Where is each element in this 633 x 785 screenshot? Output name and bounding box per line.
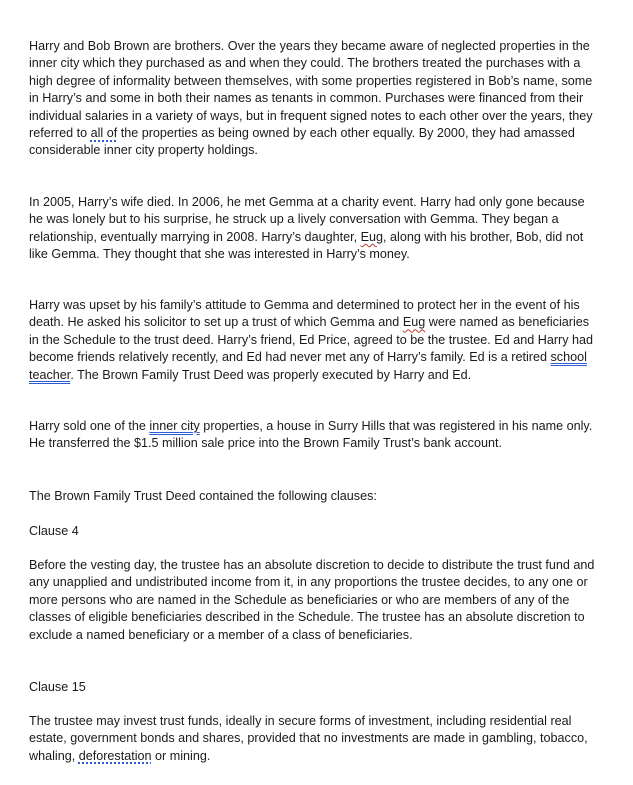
spelling-flag[interactable]: Eug <box>360 229 384 244</box>
paragraph-1: Harry and Bob Brown are brothers. Over the years they became aware of neglected properties in the inner city which they purchased as and when they could. The brothers treated the purchases with a high degree of informality between themselves, with some properties registered in Bob’s name, some in Harry’s and some in both their names as tenants in common. Purchases were financed from their individual salaries in a variety of ways, but in frequent signed notes to each other over the years, they referred to all of the properties as being owned by each other equally. By 2000, they had amassed considerable inner city property holdings. <box>29 39 593 158</box>
clause-4-heading: Clause 4 <box>29 524 79 538</box>
spelling-flag[interactable]: Eug <box>402 315 426 330</box>
paragraph-4: Harry sold one of the inner city properties, a house in Surry Hills that was registered in his name only. He transferred the $1.5 million sale price into the Brown Family Trust’s bank account. <box>29 419 593 451</box>
clause-15-heading: Clause 15 <box>29 680 86 694</box>
clause-4-text: Before the vesting day, the trustee has an absolute discretion to decide to distribute the trust fund and any unapplied and undistributed income from it, in any proportions the trustee decides, to any one or more persons who are named in the Schedule as beneficiaries or who are members of any of the classes of eligible beneficiaries described in the Schedule. The trustee has an absolute discretion to exclude a named beneficiary or a member of a class of beneficiaries. <box>29 558 595 642</box>
clause-15-text: The trustee may invest trust funds, ideally in secure forms of investment, including residential real estate, government bonds and shares, provided that no investments are made in gambling, tobacco, whaling, deforestation or mining. <box>29 714 588 763</box>
paragraph-2: In 2005, Harry’s wife died. In 2006, he met Gemma at a charity event. Harry had only gone because he was lonely but to his surprise, he struck up a lively conversation with Gemma. They began a relationship, eventually marrying in 2008. Harry’s daughter, Eug, along with his brother, Bob, did not like Gemma. They thought that she was interested in Harry’s money. <box>29 195 585 262</box>
paragraph-5: The Brown Family Trust Deed contained the following clauses: <box>29 489 377 503</box>
grammar-flag[interactable]: all of <box>90 126 118 141</box>
grammar-flag[interactable]: inner city <box>149 419 200 433</box>
grammar-flag[interactable]: school teacher <box>29 350 587 382</box>
paragraph-3: Harry was upset by his family’s attitude to Gemma and determined to protect her in the event of his death. He asked his solicitor to set up a trust of which Gemma and Eug were named as beneficiaries in the Schedule to the trust deed. Harry’s friend, Ed Price, agreed to be the trustee. Ed and Harry had become friends relatively recently, and Ed had never met any of Harry’s family. Ed is a retired school teacher. The Brown Family Trust Deed was properly executed by Harry and Ed. <box>29 298 594 382</box>
grammar-flag[interactable]: deforestation <box>78 748 152 763</box>
